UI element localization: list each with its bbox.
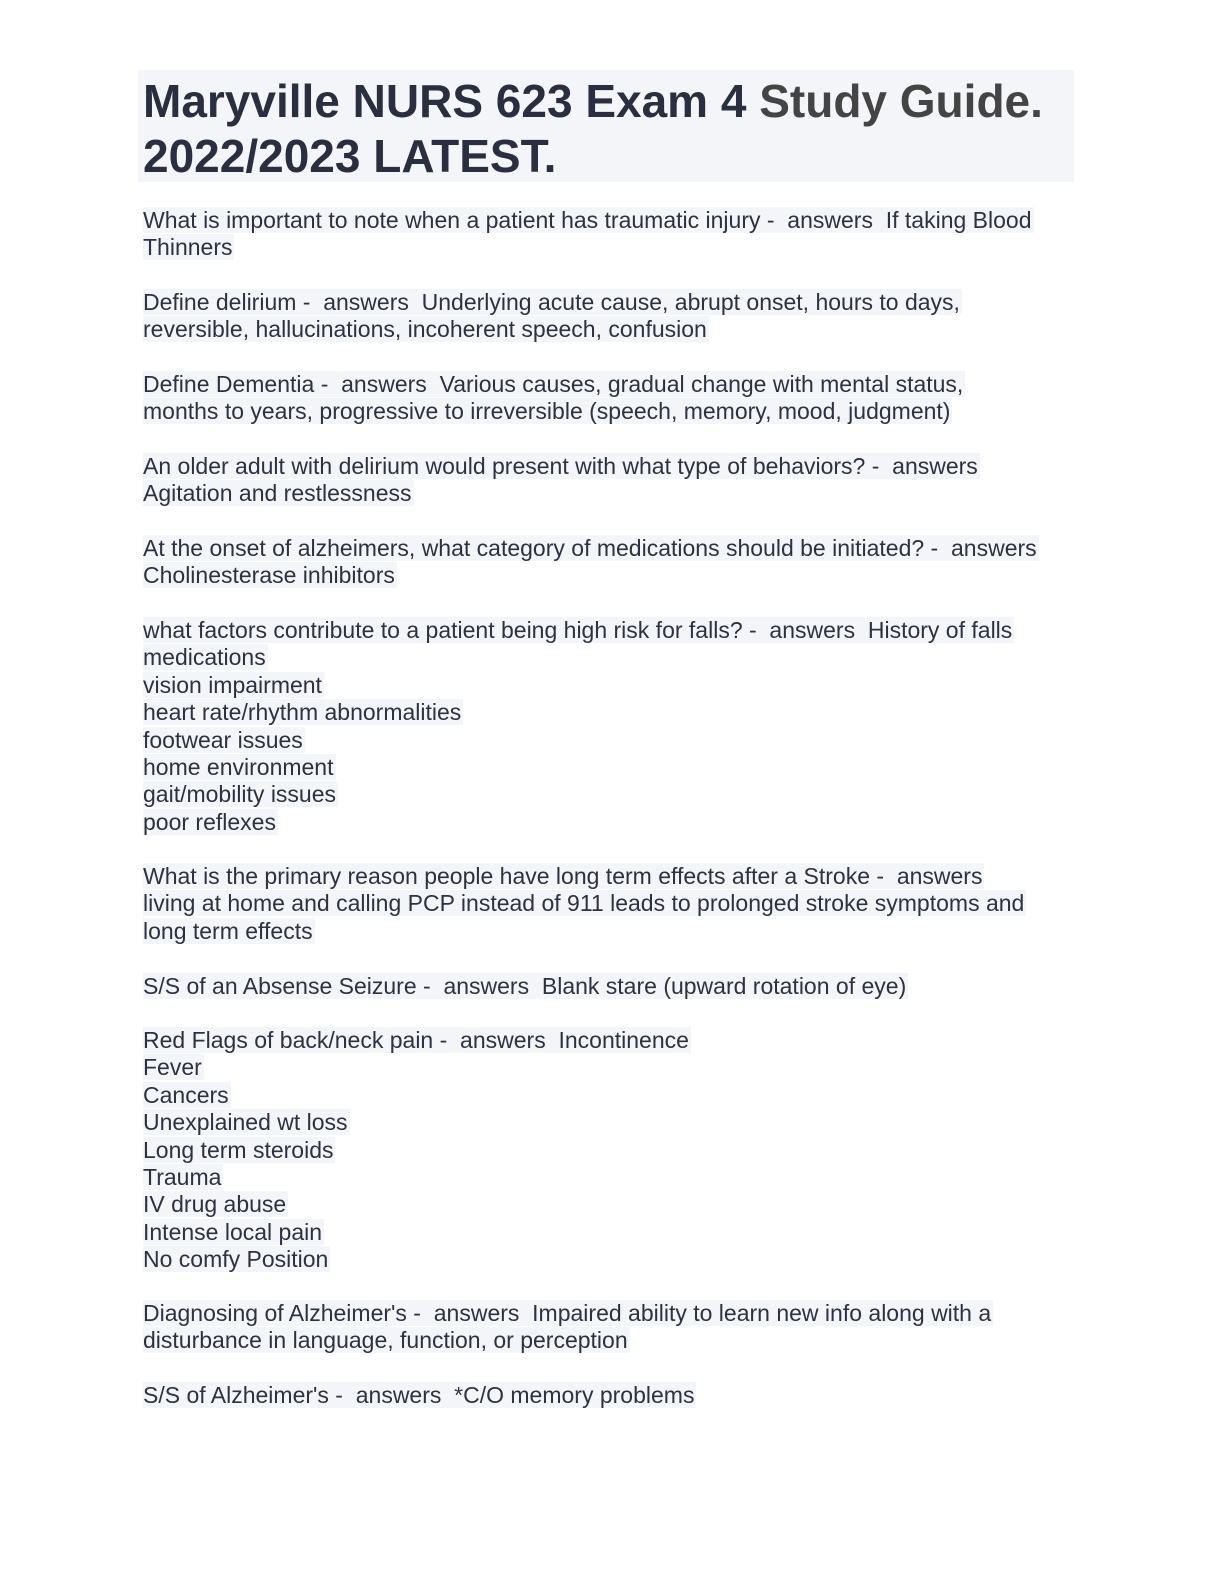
- qa-line: home environment: [143, 754, 334, 781]
- qa-line: what factors contribute to a patient being high risk for falls? - answers History of falls: [143, 617, 1013, 643]
- title-main: Maryville NURS 623 Exam 4: [143, 75, 760, 127]
- qa-line: reversible, hallucinations, incoherent speech, confusion: [143, 316, 707, 343]
- qa-line: Red Flags of back/neck pain - answers Incontinence: [143, 1027, 689, 1053]
- qa-item: [143, 1027, 1083, 1274]
- qa-line: disturbance in language, function, or perception: [143, 1327, 628, 1354]
- qa-line: Thinners: [143, 234, 233, 261]
- qa-line: Define delirium - answers Underlying acute cause, abrupt onset, hours to days,: [143, 289, 960, 315]
- qa-line: footwear issues: [143, 726, 303, 753]
- qa-line: heart rate/rhythm abnormalities: [143, 699, 462, 726]
- qa-item: [143, 973, 1083, 1000]
- qa-line: Trauma: [143, 1164, 222, 1191]
- qa-item: [143, 453, 1083, 508]
- qa-item: [143, 1382, 1083, 1409]
- qa-item: [143, 535, 1083, 590]
- qa-line: months to years, progressive to irreversible (speech, memory, mood, judgment): [143, 398, 951, 425]
- qa-line: vision impairment: [143, 671, 322, 698]
- qa-line: IV drug abuse: [143, 1191, 287, 1218]
- qa-line: S/S of Alzheimer's - answers *C/O memory problems: [143, 1382, 695, 1408]
- qa-line: Intense local pain: [143, 1218, 323, 1245]
- qa-line: poor reflexes: [143, 808, 276, 835]
- qa-line: Cancers: [143, 1081, 229, 1108]
- qa-item: [143, 863, 1083, 945]
- qa-line: An older adult with delirium would present with what type of behaviors? - answers: [143, 453, 978, 479]
- qa-line: No comfy Position: [143, 1246, 329, 1273]
- qa-line: Define Dementia - answers Various causes, gradual change with mental status,: [143, 371, 964, 397]
- qa-line: long term effects: [143, 917, 313, 944]
- qa-line: Unexplained wt loss: [143, 1109, 348, 1136]
- qa-line: Long term steroids: [143, 1136, 334, 1163]
- qa-item: [143, 289, 1083, 344]
- qa-item: [143, 207, 1083, 262]
- qa-line: Cholinesterase inhibitors: [143, 562, 395, 589]
- title-line2: 2022/2023 LATEST.: [143, 130, 557, 182]
- qa-item: [143, 371, 1083, 426]
- qa-line: S/S of an Absense Seizure - answers Blank stare (upward rotation of eye): [143, 973, 907, 999]
- qa-line: living at home and calling PCP instead of 911 leads to prolonged stroke symptoms and: [143, 890, 1025, 917]
- qa-item: [143, 617, 1083, 836]
- qa-line: gait/mobility issues: [143, 781, 337, 808]
- page-title: [143, 74, 1073, 184]
- qa-line: Fever: [143, 1054, 202, 1081]
- qa-line: What is important to note when a patient has traumatic injury - answers If taking Blood: [143, 207, 1032, 233]
- qa-line: Diagnosing of Alzheimer's - answers Impaired ability to learn new info along with a: [143, 1300, 992, 1326]
- qa-line: What is the primary reason people have long term effects after a Stroke - answers: [143, 863, 983, 889]
- qa-item: [143, 1300, 1083, 1355]
- title-sub: Study Guide.: [759, 75, 1043, 127]
- qa-line: Agitation and restlessness: [143, 480, 412, 507]
- qa-line: medications: [143, 644, 266, 671]
- qa-line: At the onset of alzheimers, what category of medications should be initiated? - answers: [143, 535, 1037, 561]
